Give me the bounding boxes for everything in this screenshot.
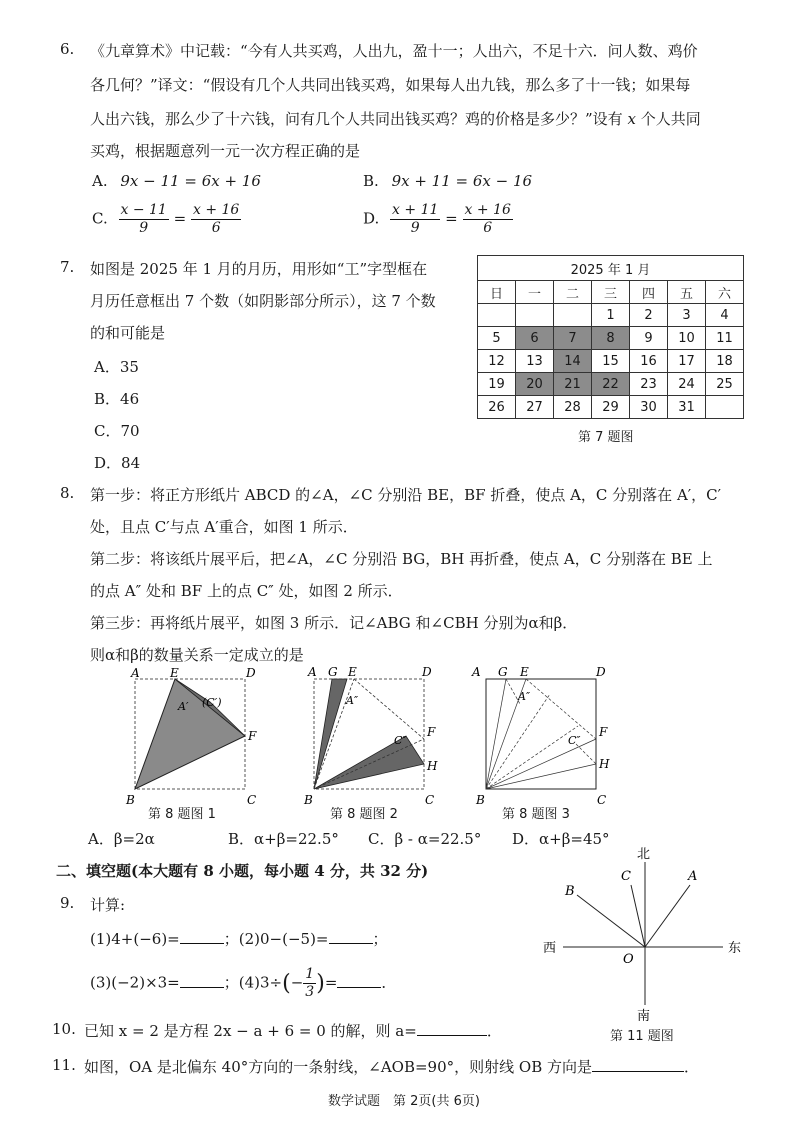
- q6-option-d-frac2: [463, 202, 513, 237]
- right-paren: ): [316, 971, 325, 996]
- q11-text: [84, 1056, 699, 1077]
- weekday-cell: 四: [630, 281, 668, 304]
- calendar: [477, 255, 744, 419]
- frac-numerator: x + 11: [392, 202, 439, 218]
- q7-text-line1: 如图是 2025 年 1 月的月历，用形如“工”字型框在: [90, 260, 428, 278]
- day-cell: [478, 304, 516, 327]
- q8-step3: 第三步：再将纸片展平，如图 3 所示．记∠ABG 和∠CBH 分别为α和β．: [90, 614, 578, 632]
- minus-sign: −: [290, 973, 304, 992]
- frac-denominator: 6: [483, 220, 493, 236]
- day-cell: 28: [554, 396, 592, 419]
- q6-text-line4: 买鸡，根据题意列一元一次方程正确的是: [90, 142, 361, 160]
- weekday-cell: 六: [706, 281, 744, 304]
- day-cell: 23: [630, 373, 668, 396]
- equals-sign: =: [173, 209, 187, 228]
- q8-figure-1-caption: 第 8 题图 1: [148, 807, 216, 822]
- q9-part-4: ；(4)3÷: [223, 973, 283, 992]
- q6-line3-end: 个人共同: [640, 110, 701, 128]
- frac-numerator: x + 16: [192, 202, 240, 218]
- q6-option-c-label: C.: [92, 209, 108, 228]
- q7-option-a: A．35: [94, 358, 139, 376]
- q8-step1-line2: 处，且点 C′与点 A′重合，如图 1 所示．: [90, 518, 358, 536]
- answer-blank[interactable]: [417, 1035, 487, 1036]
- q6-line3-text: 人出六钱，那么少了十六钱，问有几个人共同出钱买鸡？鸡的价格是多少？”设有: [90, 110, 623, 128]
- weekday-cell: 五: [668, 281, 706, 304]
- calendar-title: 2025 年 1 月: [478, 256, 744, 281]
- label-a-double-prime: A″: [518, 690, 531, 703]
- day-cell: 4: [706, 304, 744, 327]
- day-cell: 7: [554, 327, 592, 350]
- label-a: A: [308, 665, 317, 679]
- weekday-cell: 三: [592, 281, 630, 304]
- day-cell: 29: [592, 396, 630, 419]
- q6-text-line2: 各几何？”译文：“假设有几个人共同出钱买鸡，如果每人出九钱，那么多了十一钱；如果每: [90, 76, 691, 94]
- label-f: F: [599, 725, 608, 739]
- period: ．: [381, 973, 397, 992]
- west-label: 西: [543, 941, 557, 956]
- q6-option-d-label: D.: [363, 209, 380, 228]
- label-g: G: [328, 665, 338, 679]
- q11-compass-figure: [535, 840, 750, 1025]
- label-f: F: [427, 725, 436, 739]
- day-cell: 27: [516, 396, 554, 419]
- label-e: E: [520, 665, 529, 679]
- q10-text: [84, 1020, 502, 1041]
- day-cell: 9: [630, 327, 668, 350]
- q7-figure-caption: 第 7 题图: [578, 430, 634, 445]
- point-b-label: B: [565, 884, 575, 899]
- east-label: 东: [728, 941, 742, 956]
- q8-figure-2-caption: 第 8 题图 2: [330, 807, 398, 822]
- answer-blank[interactable]: [337, 987, 381, 988]
- label-a-prime: A′: [178, 700, 189, 713]
- frac-denominator: 6: [211, 220, 221, 236]
- day-cell: 15: [592, 350, 630, 373]
- day-cell: 14: [554, 350, 592, 373]
- q9-part-3-4: [90, 966, 396, 1001]
- label-g: G: [498, 665, 508, 679]
- section-2-title: 二、填空题(本大题有 8 小题，每小题 4 分，共 32 分): [56, 862, 429, 880]
- page-footer: 数学试题 第 2页(共 6页): [328, 1094, 480, 1109]
- label-h: H: [599, 757, 610, 771]
- label-c: C: [597, 793, 607, 807]
- q9-part-1: (1)4+(−6)=: [90, 930, 180, 948]
- q6-option-c: [92, 202, 241, 237]
- q8-option-d: D．α+β=45°: [512, 830, 610, 848]
- crease-ef: [526, 679, 596, 739]
- day-cell: 19: [478, 373, 516, 396]
- q6-option-b: [363, 172, 532, 190]
- label-d: D: [246, 666, 256, 680]
- day-cell: 18: [706, 350, 744, 373]
- q8-figure-2: [294, 664, 444, 814]
- q9-part-2-end: ；: [372, 930, 388, 948]
- q6-option-c-frac1: [119, 202, 169, 237]
- q6-option-b-eq: 9x + 11 = 6x − 16: [391, 172, 533, 190]
- left-paren: (: [282, 971, 291, 996]
- day-cell: 5: [478, 327, 516, 350]
- q7-text-line2: 月历任意框出 7 个数（如阴影部分所示），这 7 个数: [90, 292, 436, 310]
- answer-blank[interactable]: [592, 1071, 684, 1072]
- label-c: C: [247, 793, 257, 807]
- day-cell: [516, 304, 554, 327]
- point-o-label: O: [623, 952, 634, 967]
- q8-figure-1: [120, 664, 270, 814]
- day-cell: 25: [706, 373, 744, 396]
- q8-number: 8.: [60, 484, 75, 502]
- q6-option-c-frac2: [191, 202, 241, 237]
- calendar-table: [477, 255, 744, 419]
- q7-number: 7.: [60, 258, 75, 276]
- q9-number: 9.: [60, 894, 75, 912]
- q6-option-d: [363, 202, 513, 237]
- label-c: C: [425, 793, 435, 807]
- q9-part-4-frac: [303, 966, 316, 1001]
- period: ．: [486, 1022, 502, 1040]
- day-cell: 3: [668, 304, 706, 327]
- day-cell: 12: [478, 350, 516, 373]
- q6-text-line1: 《九章算术》中记载：“今有人共买鸡，人出九，盈十一；人出六，不足十六．问人数、鸡价: [90, 42, 698, 60]
- label-a: A: [472, 665, 481, 679]
- q9-part-4-equals: =: [324, 973, 338, 992]
- q8-figure-3: [468, 664, 618, 814]
- day-cell: 22: [592, 373, 630, 396]
- day-cell: 26: [478, 396, 516, 419]
- q8-step2-line2: 的点 A″ 处和 BF 上的点 C″ 处，如图 2 所示．: [90, 582, 403, 600]
- north-label: 北: [637, 847, 651, 862]
- q8-option-b: B．α+β=22.5°: [228, 830, 339, 848]
- label-a: A: [131, 666, 140, 680]
- day-cell: [554, 304, 592, 327]
- day-cell: 8: [592, 327, 630, 350]
- q6-option-b-label: B.: [363, 172, 379, 190]
- q7-option-c: C．70: [94, 422, 140, 440]
- frac-numerator: x + 16: [464, 202, 511, 218]
- q8-step2-line1: 第二步：将该纸片展平后，把∠A，∠C 分别沿 BG，BH 再折叠，使点 A，C 分别落在 BE 上: [90, 550, 713, 568]
- ray-oa: [645, 885, 690, 947]
- day-cell: 31: [668, 396, 706, 419]
- frac-denominator: 9: [410, 220, 420, 236]
- day-cell: 20: [516, 373, 554, 396]
- q9-intro: 计算:: [90, 896, 126, 914]
- q6-option-d-frac1: [390, 202, 440, 237]
- q6-option-a-eq: 9x − 11 = 6x + 16: [120, 172, 261, 190]
- frac-denominator: 3: [305, 984, 315, 1000]
- q8-option-c: C．β - α=22.5°: [368, 830, 482, 848]
- q6-option-a: [92, 172, 261, 190]
- label-h: H: [427, 759, 438, 773]
- south-label: 南: [637, 1009, 651, 1024]
- folded-region: [135, 679, 245, 789]
- q8-step1-line1: 第一步：将正方形纸片 ABCD 的∠A，∠C 分别沿 BE，BF 折叠，使点 A，C 分别落在 A′，C′: [90, 486, 722, 504]
- label-a-double-prime: A″: [346, 694, 359, 707]
- label-e: E: [170, 666, 179, 680]
- point-a-label: A: [688, 869, 698, 884]
- q9-part-1-2: [90, 928, 388, 949]
- q7-option-b: B．46: [94, 390, 140, 408]
- point-c-label: C: [621, 869, 631, 884]
- q8-figure-3-caption: 第 8 题图 3: [502, 807, 570, 822]
- day-cell: [706, 396, 744, 419]
- label-d: D: [422, 665, 432, 679]
- answer-blank[interactable]: [329, 943, 373, 944]
- q8-option-a: A．β=2α: [88, 830, 155, 848]
- answer-blank[interactable]: [180, 987, 224, 988]
- crease-bg: [486, 679, 506, 789]
- q9-part-3: (3)(−2)×3=: [90, 973, 180, 992]
- day-cell: 16: [630, 350, 668, 373]
- label-e: E: [348, 665, 357, 679]
- q6-option-a-label: A.: [92, 172, 108, 190]
- crease-c2: [486, 726, 578, 789]
- day-cell: 30: [630, 396, 668, 419]
- q7-text-line3: 的和可能是: [90, 324, 166, 342]
- equals-sign: =: [445, 209, 458, 228]
- label-c-double-prime: C″: [394, 734, 407, 747]
- label-c-double-prime: C″: [568, 734, 581, 747]
- fold-line-ef: [354, 679, 424, 739]
- label-f: F: [248, 729, 257, 743]
- label-c-prime: (C′): [202, 696, 222, 709]
- label-b: B: [304, 793, 313, 807]
- q11-question-text: 如图，OA 是北偏东 40°方向的一条射线，∠AOB=90°，则射线 OB 方向是: [84, 1058, 592, 1076]
- day-cell: 11: [706, 327, 744, 350]
- day-cell: 6: [516, 327, 554, 350]
- day-cell: 10: [668, 327, 706, 350]
- q11-figure-caption: 第 11 题图: [610, 1029, 674, 1044]
- frac-denominator: 9: [139, 220, 149, 236]
- q6-text-line3: [90, 108, 701, 129]
- day-cell: 24: [668, 373, 706, 396]
- answer-blank[interactable]: [180, 943, 224, 944]
- label-b: B: [126, 793, 135, 807]
- q8-question: 则α和β的数量关系一定成立的是: [90, 646, 304, 664]
- crease-bh: [486, 764, 596, 789]
- q9-part-2: ；(2)0−(−5)=: [223, 930, 329, 948]
- q6-number: 6.: [60, 40, 75, 58]
- weekday-cell: 二: [554, 281, 592, 304]
- q7-option-d: D．84: [94, 454, 141, 472]
- day-cell: 17: [668, 350, 706, 373]
- frac-numerator: 1: [305, 966, 315, 982]
- q6-line3-var: x: [627, 110, 636, 128]
- frac-numerator: x − 11: [120, 202, 167, 218]
- day-cell: 2: [630, 304, 668, 327]
- weekday-cell: 一: [516, 281, 554, 304]
- day-cell: 13: [516, 350, 554, 373]
- label-b: B: [476, 793, 485, 807]
- day-cell: 21: [554, 373, 592, 396]
- q11-number: 11.: [52, 1056, 76, 1074]
- q10-number: 10.: [52, 1020, 76, 1038]
- weekday-cell: 日: [478, 281, 516, 304]
- q10-question-text: 已知 x = 2 是方程 2x − a + 6 = 0 的解，则 a=: [84, 1022, 417, 1040]
- day-cell: 1: [592, 304, 630, 327]
- label-d: D: [596, 665, 606, 679]
- period: ．: [684, 1058, 700, 1076]
